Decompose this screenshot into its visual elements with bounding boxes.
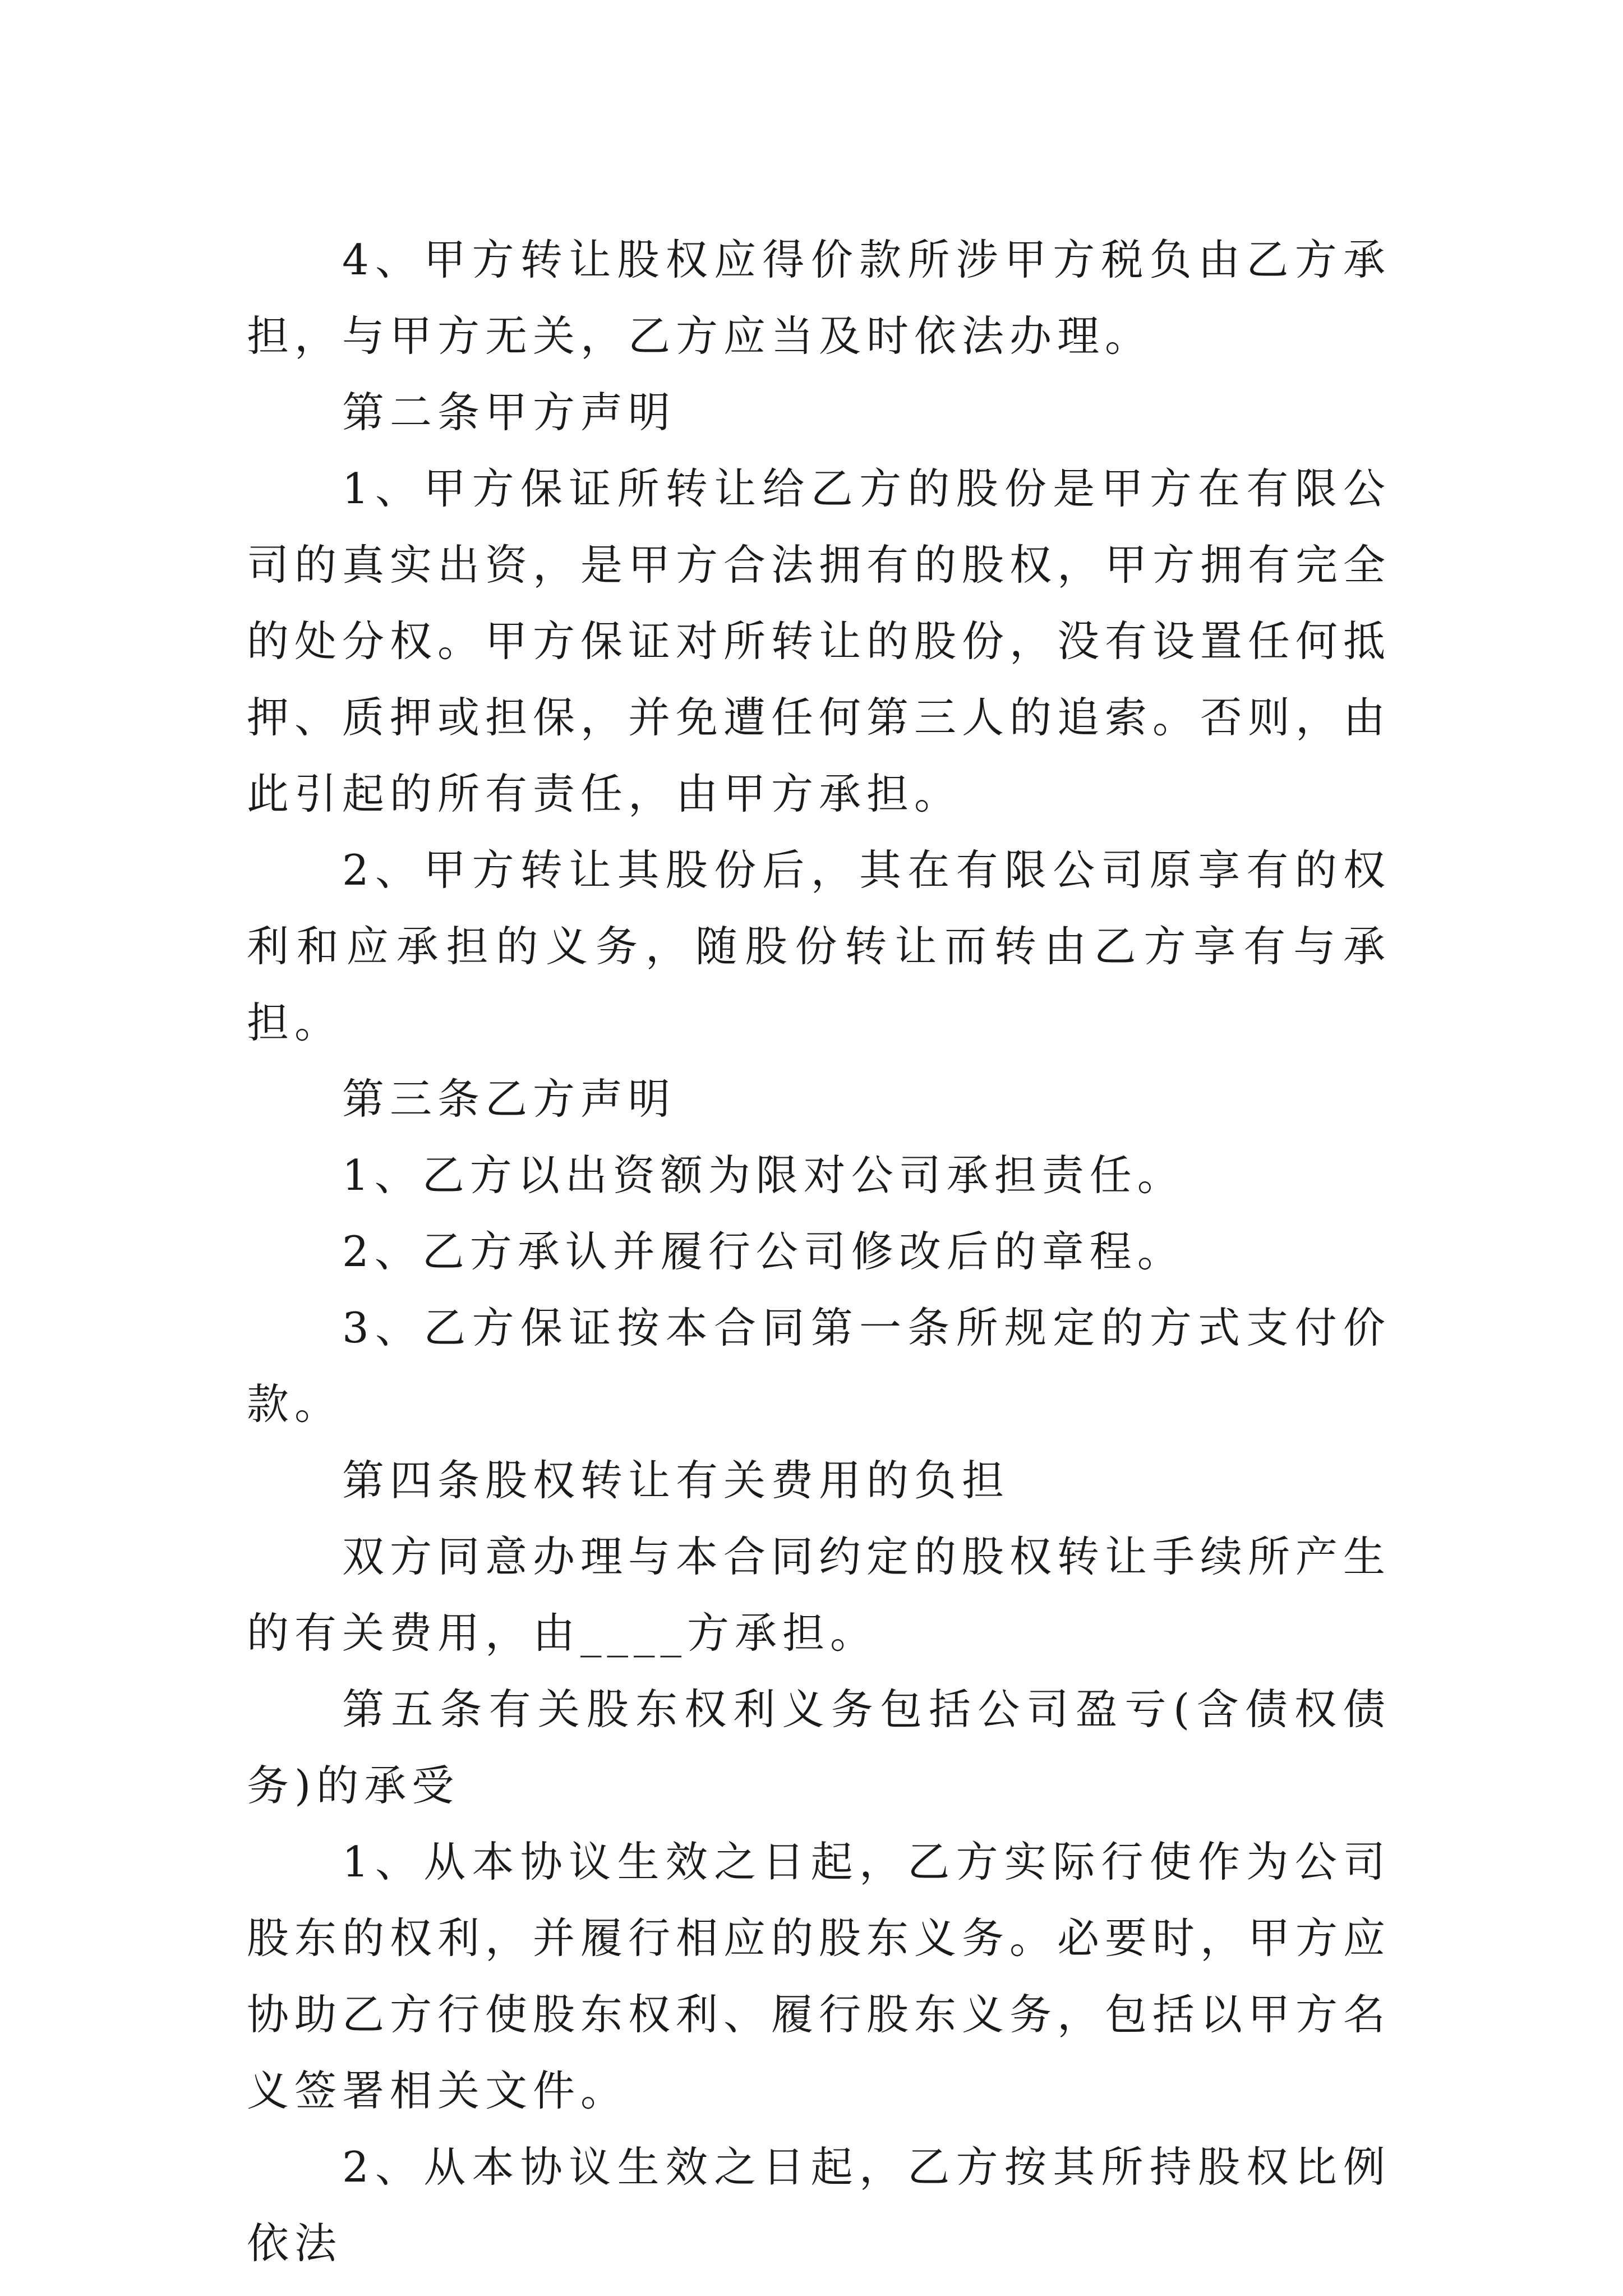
paragraph-party-b-articles: 2、乙方承认并履行公司修改后的章程。 — [342, 1227, 1185, 1276]
heading-article-3: 第三条乙方声明 — [342, 1074, 676, 1124]
paragraph-tax-burden: 4、甲方转让股权应得价款所涉甲方税负由乙方承担，与甲方无关，乙方应当及时依法办理。 — [247, 235, 1391, 361]
paragraph-fees: 双方同意办理与本合同约定的股权转让手续所产生的有关费用，由____方承担。 — [247, 1532, 1391, 1658]
paragraph-party-b-liability: 1、乙方以出资额为限对公司承担责任。 — [342, 1151, 1185, 1200]
heading-article-2: 第二条甲方声明 — [342, 388, 676, 437]
document-body — [247, 222, 1391, 2281]
heading-article-5: 第五条有关股东权利义务包括公司盈亏(含债权债务)的承受 — [247, 1685, 1391, 1810]
paragraph-profit-sharing: 2、从本协议生效之日起，乙方按其所持股权比例依法 — [247, 2142, 1391, 2268]
paragraph-party-a-guarantee: 1、甲方保证所转让给乙方的股份是甲方在有限公司的真实出资，是甲方合法拥有的股权，甲方拥有完全的处分权。甲方保证对所转让的股份，没有设置任何抵押、质押或担保，并免遭任何第三人的追索。否则，由此引起的所有责任，由甲方承担。 — [247, 464, 1391, 818]
paragraph-shareholder-rights: 1、从本协议生效之日起，乙方实际行使作为公司股东的权利，并履行相应的股东义务。必要时，甲方应协助乙方行使股东权利、履行股东义务，包括以甲方名义签署相关文件。 — [247, 1837, 1391, 2115]
paragraph-party-a-rights-transfer: 2、甲方转让其股份后，其在有限公司原享有的权利和应承担的义务，随股份转让而转由乙方享有与承担。 — [247, 845, 1391, 1047]
paragraph-party-b-payment: 3、乙方保证按本合同第一条所规定的方式支付价款。 — [247, 1303, 1391, 1429]
heading-article-4: 第四条股权转让有关费用的负担 — [342, 1456, 1010, 1505]
